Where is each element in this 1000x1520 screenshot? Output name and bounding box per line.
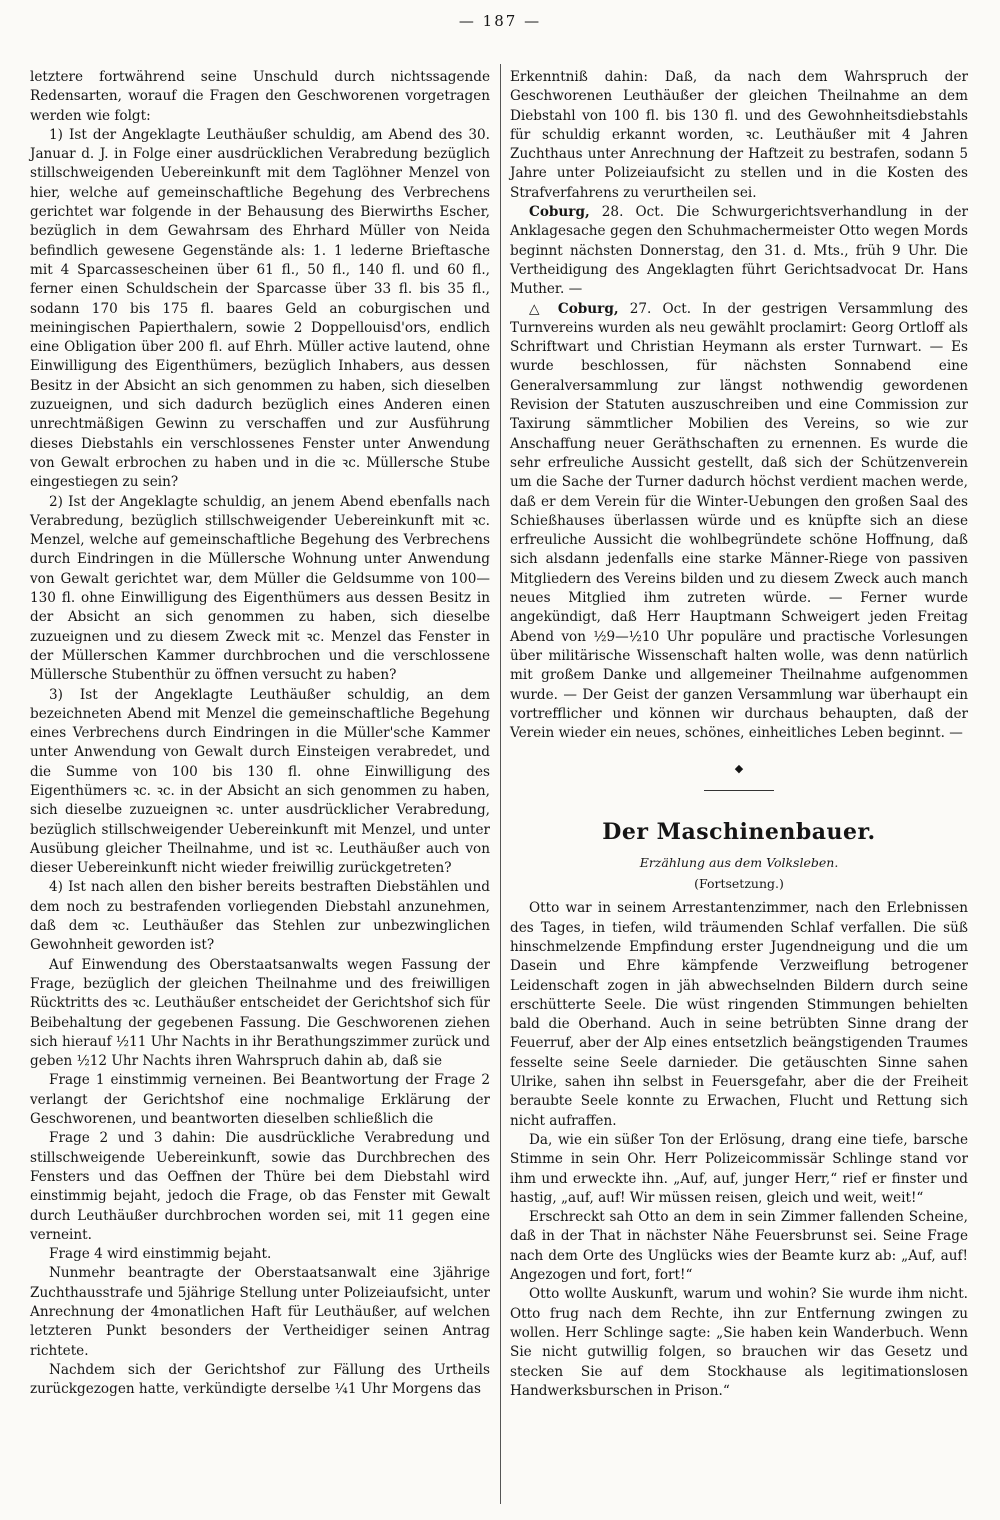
- story-paragraph: Erschreckt sah Otto an dem in sein Zimmer fallenden Scheine, daß in der That in nächster Nähe Feuersbrunst sei. Seine Frage nach dem Orte des Unglücks wies der Beamte kurz ab: „Auf, auf! Angezogen und fort, fort!“: [510, 1209, 968, 1284]
- news-place: △ Coburg,: [529, 300, 619, 317]
- story-paragraph: Otto wollte Auskunft, warum und wohin? Sie wurde ihm nicht. Otto frug nach dem Rechte, ihn zur Entfernung zwingen zu wollen. Herr Schlinge sagte: „Sie haben kein Wanderbuch. Wenn Sie nicht gutwillig folgen, so brauchen wir das Gesetz und stecken Sie auf dem Stockhause als legitimationslosen Handwerksburschen in Prison.“: [510, 1286, 968, 1399]
- section-rule: [704, 790, 774, 791]
- news-place: Coburg,: [529, 204, 590, 221]
- left-paragraph: 3) Ist der Angeklagte Leuthäußer schuldig, an dem bezeichneten Abend mit Menzel die gemeinschaftliche Begehung eines Verbrechens durch Eindringen in die Müller'sche Kammer unter Anwendung von Gewalt durch Einsteigen verabredet, und die Summe von 100 bis 130 fl. ohne Einwilligung des Eigenthümers ꝛc. ꝛc. in der Absicht an sich genommen zu haben, sich dieselbe zuzueignen ꝛc. unter ausdrücklicher Verabredung, bezüglich stillschweigender Uebereinkunft mit Menzel, und unter Ausübung gleicher Theilnahme, und ist ꝛc. Leuthäußer auch von dieser Uebereinkunft nicht wieder freiwillig zurückgetreten?: [30, 686, 490, 877]
- left-paragraph: Frage 2 und 3 dahin: Die ausdrückliche Verabredung und stillschweigende Uebereinkunft, sowie das Durchbrechen des Fensters und das Oeffnen der Thüre bei dem Diebstahl wird einstimmig bejaht, jedoch die Frage, ob das Fenster mit Gewalt durch Leuthäußer durchbrochen worden sei, mit 11 gegen eine verneint.: [30, 1130, 490, 1243]
- left-paragraph: 2) Ist der Angeklagte schuldig, an jenem Abend ebenfalls nach Verabredung, bezüglich stillschweigender Uebereinkunft mit ꝛc. Menzel, welche auf gemeinschaftliche Begehung des Verbrechens durch Eindringen in die Müllersche Wohnung unter Anwendung von Gewalt gerichtet war, dem Müller die Geldsumme von 100—130 fl. ohne Einwilligung des Eigenthümers aus dessen Besitz in der Absicht an sich genommen zu haben, sich dieselbe zuzueignen und zu diesem Zweck mit ꝛc. Menzel das Fenster in der Müllerschen Kammer durchbrochen und die verschlossene Müllersche Stubenthür zu öffnen versucht zu haben?: [30, 493, 490, 684]
- left-column: [30, 68, 490, 1399]
- left-paragraph: Frage 4 wird einstimmig bejaht.: [49, 1246, 272, 1263]
- column-divider: [500, 64, 501, 1504]
- separator-mark: ◆: [734, 762, 744, 776]
- left-paragraph: 4) Ist nach allen den bisher bereits bestraften Diebstählen und dem noch zu bestrafenden vorliegenden Diebstahl anzunehmen, daß dem ꝛc. Leuthäußer das Stehlen zur unbezwinglichen Gewohnheit geworden ist?: [30, 879, 490, 954]
- story-paragraph: Da, wie ein süßer Ton der Erlösung, drang eine tiefe, barsche Stimme in sein Ohr. Herr Polizeicommissär Schlinge stand vor ihm und erweckte ihn. „Auf, auf, junger Herr,“ rief er finster und hastig, „auf, auf! Wir müssen reisen, gleich und weit, weit!“: [510, 1131, 968, 1206]
- left-paragraph: Frage 1 einstimmig verneinen. Bei Beantwortung der Frage 2 verlangt der Gerichtshof eine nochmalige Erklärung der Geschworenen, und beantworten dieselben schließlich die: [30, 1072, 490, 1128]
- page-number: — 187 —: [458, 12, 542, 30]
- news-item-coburg-28: [510, 203, 968, 299]
- news-item-coburg-27: [510, 300, 968, 744]
- news-text: 28. Oct. Die Schwurgerichtsverhandlung in der Anklagesache gegen den Schuhmachermeister Otto wegen Mords beginnt nächsten Donnerstag, den 31. d. Mts., früh 9 Uhr. Die Vertheidigung des Angeklagten führt Gerichtsadvocat Dr. Hans Muther. —: [510, 204, 968, 298]
- story-title: Der Maschinenbauer.: [602, 819, 876, 846]
- news-text: 27. Oct. In der gestrigen Versammlung des Turnvereins wurden als neu gewählt proclamirt: Georg Ortloff als Schriftwart und Christian Heymann als erster Turnwart. — Es wurde beschlossen, für nächsten Sonnabend eine Generalversammlung zur längst nothwendig gewordenen Revision der Statuten auszuschreiben und eine Commission zur Taxirung sämmtlicher Mobilien des Vereins, so wie zur Anschaffung neuer Geräthschaften zu ernennen. Es wurde die sehr erfreuliche Aussicht gestellt, daß sich der Schützenverein um die Sache der Turner dadurch höchst verdient machen werde, daß er dem Verein für die Winter-Uebungen den großen Saal des Schießhauses überlassen würde und es knüpfte sich an diese erfreuliche Aussicht die wohlbegründete schöne Hoffnung, daß sich alsdann jedenfalls eine starke Männer-Riege von passiven Mitgliedern des Vereins bilden und zu diesem Zweck auch manch neues Mitglied ihm zutreten würde. — Ferner wurde angekündigt, daß Herr Hauptmann Schweigert jeden Freitag Abend von ½9—½10 Uhr populäre und practische Vorlesungen über militärische Wissenschaft halten wolle, was denn natürlich mit großem Danke und allgemeiner Theilnahme aufgenommen wurde. — Der Geist der ganzen Versammlung war überhaupt ein vortrefflicher und können wir durchaus behaupten, daß der Verein wieder ein neues, schönes, einheitliches Leben beginnt. —: [510, 300, 968, 742]
- story-paragraph: Otto war in seinem Arrestantenzimmer, nach den Erlebnissen des Tages, in tiefen, wild träumenden Schlaf verfallen. Die süß hinschmelzende Empfindung erster Jugendneigung und die um Dasein und Ehre kämpfende Verzweiflung betrogener Leidenschaft zogen in jäh abwechselnden Bildern durch seine erschütterte Seele. Die wüst ringenden Stimmungen behielten bald die Oberhand. Auch in seine betrübten Sinne drang der Feuerruf, aber der Alp eines entsetzlich beängstigenden Traumes fesselte seine Seele darnieder. Die getäuschten Sinne sahen Ulrike, sahen ihn selbst in Feuersgefahr, aber die der Freiheit beraubte Seele konnte zu Erwachen, Flucht und Rettung sich nicht aufraffen.: [510, 900, 968, 1129]
- left-paragraph: Auf Einwendung des Oberstaatsanwalts wegen Fassung der Frage, bezüglich der gleichen Theilnahme und des freiwilligen Rücktritts des ꝛc. Leuthäußer entscheidet der Gerichtshof sich für Beibehaltung der gegebenen Fassung. Die Geschworenen ziehen sich hierauf ½11 Uhr Nachts in ihr Berathungszimmer zurück und geben ½12 Uhr Nachts ihren Wahrspruch dahin ab, daß sie: [30, 956, 490, 1070]
- left-paragraph: Nachdem sich der Gerichtshof zur Fällung des Urtheils zurückgezogen hatte, verkündigte derselbe ¼1 Uhr Morgens das: [30, 1361, 490, 1398]
- right-column: [510, 68, 968, 1401]
- left-paragraph: 1) Ist der Angeklagte Leuthäußer schuldig, am Abend des 30. Januar d. J. in Folge einer ausdrücklichen Verabredung bezüglich stillschweigenden Uebereinkunft mit dem Taglöhner Menzel von hier, welche auf gemeinschaftliche Begehung des Verbrechens gerichtet war folgende in der Behausung des Bierwirths Escher, bezüglich in dem Gewahrsam des Ehrhard Müller von Neida befindlich gewesene Gegenstände als: 1. 1 lederne Brieftasche mit 4 Sparcassescheinen über 61 fl., 50 fl., 140 fl. und 60 fl., ferner einen Schuldschein der Sparcasse über 33 fl. bis 35 fl., sodann 170 bis 175 fl. baares Geld an coburgischen und meiningischen Papierthalern, sowie 2 Doppellouisd'ors, endlich eine Obligation über 200 fl. auf Ehrh. Müller active lautend, ohne Einwilligung des Eigenthümers, bezüglich Inhabers, aus dessen Besitz in der Absicht an sich genommen zu haben, sich dieselben zuzueignen, und sich dadurch bezüglich eines Anderen einen unrechtmäßigen Gewinn zu verschaffen und zur Ausführung dieses Diebstahls ein verschlossenes Fenster unter Anwendung von Gewalt erbrochen zu haben und in die ꝛc. Müllersche Stube eingestiegen zu sein?: [30, 126, 490, 491]
- left-paragraph: Nunmehr beantragte der Oberstaatsanwalt eine 3jährige Zuchthausstrafe und 5jährige Stellung unter Polizeiaufsicht, unter Anrechnung der 4monatlichen Haft für Leuthäußer, auf welchen letzteren Punkt besonders der Vertheidiger seinen Antrag richtete.: [30, 1265, 490, 1359]
- right-continuation: Erkenntniß dahin: Daß, da nach dem Wahrspruch der Geschworenen Leuthäußer der gleichen Theilnahme an dem Diebstahl von 100 fl. bis 130 fl. und des Gewohnheitsdiebstahls für schuldig erkannt worden, ꝛc. Leuthäußer mit 4 Jahren Zuchthaus unter Anrechnung der Haftzeit zu bestrafen, sodann 5 Jahre unter Polizeiaufsicht zu stellen und in die Kosten des Strafverfahrens zu verurtheilen sei.: [510, 69, 968, 201]
- story-subtitle: Erzählung aus dem Volksleben.: [639, 855, 839, 871]
- left-paragraph: letztere fortwährend seine Unschuld durch nichtssagende Redensarten, worauf die Fragen den Geschworenen vorgetragen werden wie folgt:: [30, 69, 490, 124]
- story-continuation-note: (Fortsetzung.): [694, 876, 784, 892]
